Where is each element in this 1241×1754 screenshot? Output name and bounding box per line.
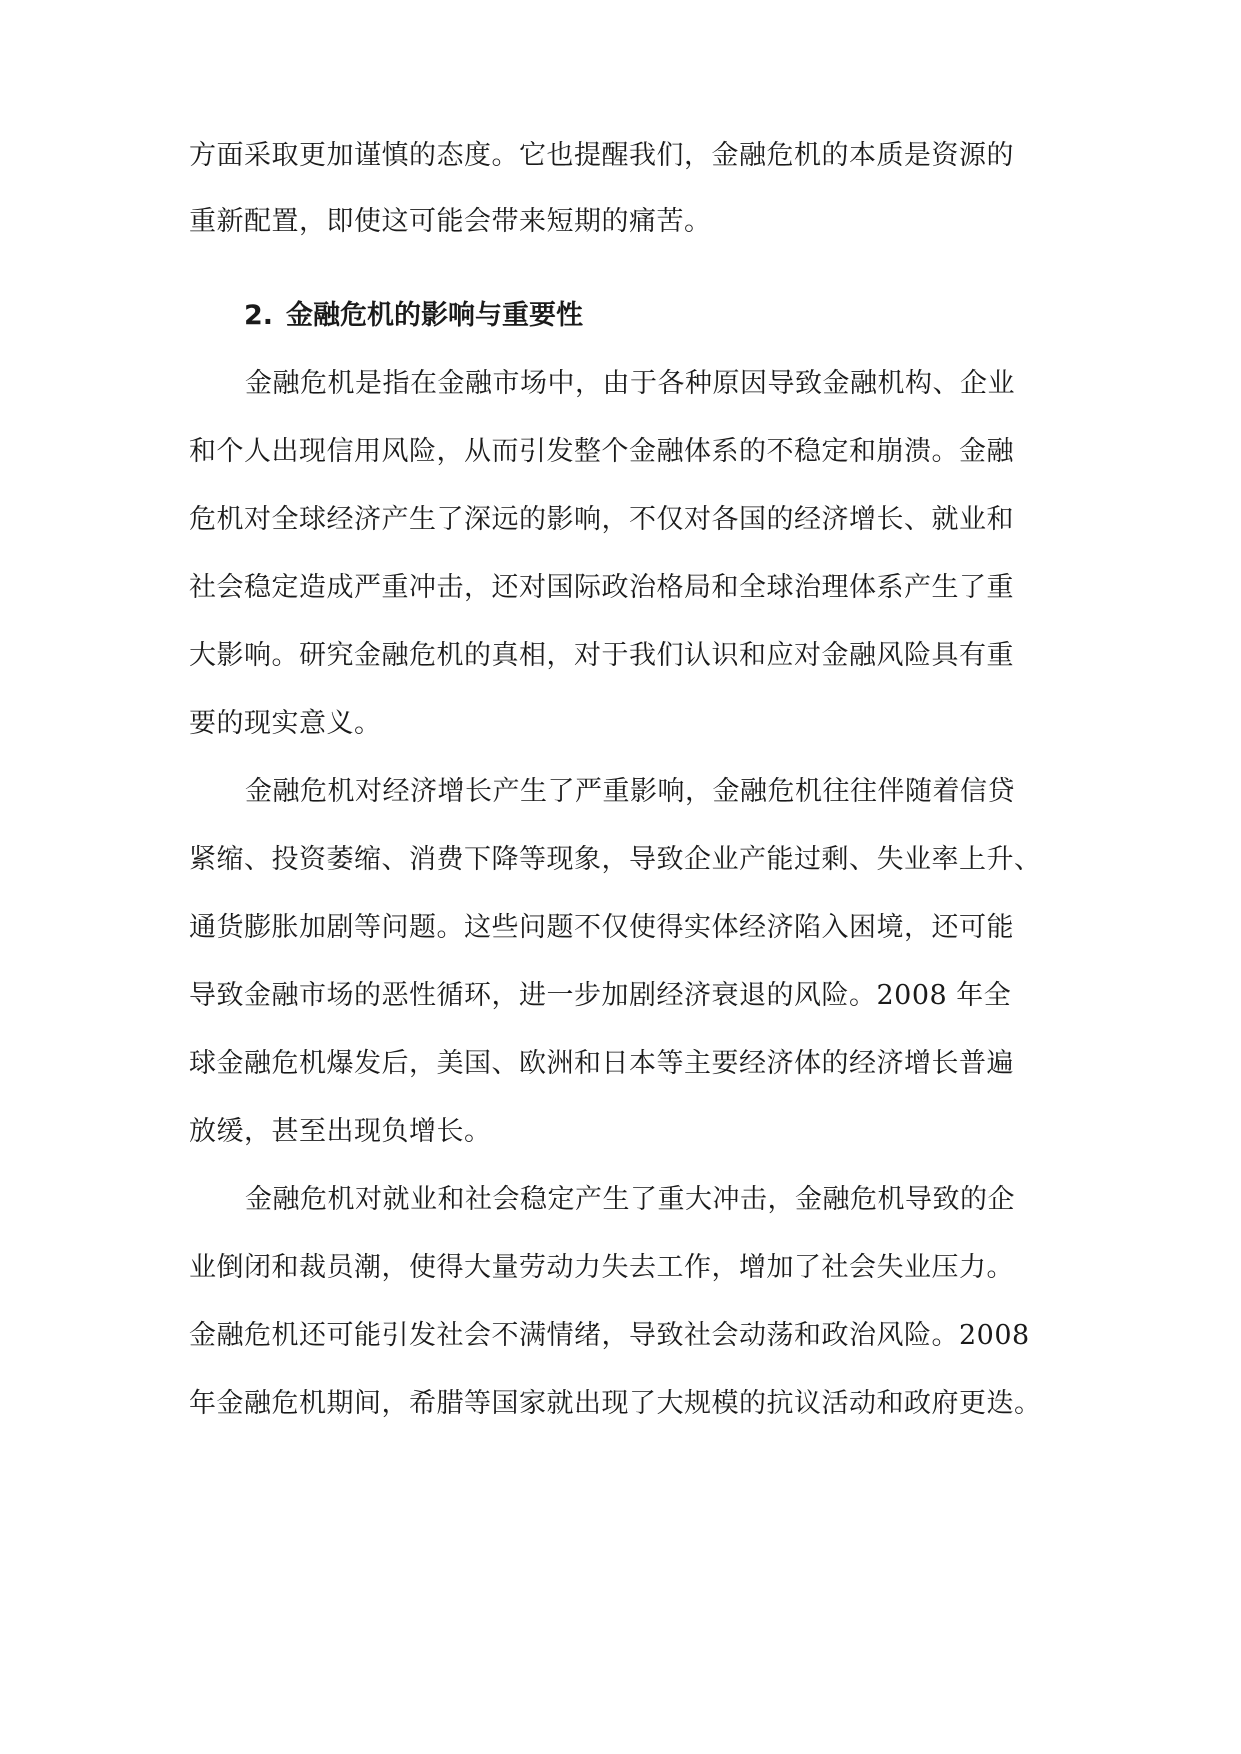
paragraph-line: 年金融危机期间，希腊等国家就出现了大规模的抗议活动和政府更迭。 xyxy=(189,1388,1042,1419)
section-title: 金融危机的影响与重要性 xyxy=(286,300,583,331)
paragraph-line: 重新配置，即使这可能会带来短期的痛苦。 xyxy=(189,206,712,237)
paragraph-line: 金融危机是指在金融市场中，由于各种原因导致金融机构、企业 xyxy=(245,368,1015,399)
paragraph-line: 金融危机还可能引发社会不满情绪，导致社会动荡和政治风险。2008 xyxy=(189,1320,1030,1351)
paragraph-line: 球金融危机爆发后，美国、欧洲和日本等主要经济体的经济增长普遍 xyxy=(189,1048,1014,1079)
paragraph-line: 业倒闭和裁员潮，使得大量劳动力失去工作，增加了社会失业压力。 xyxy=(189,1252,1014,1283)
paragraph-line: 紧缩、投资萎缩、消费下降等现象，导致企业产能过剩、失业率上升、 xyxy=(189,844,1042,875)
paragraph-line: 和个人出现信用风险，从而引发整个金融体系的不稳定和崩溃。金融 xyxy=(189,436,1014,467)
paragraph-line: 社会稳定造成严重冲击，还对国际政治格局和全球治理体系产生了重 xyxy=(189,572,1014,603)
paragraph-line: 通货膨胀加剧等问题。这些问题不仅使得实体经济陷入困境，还可能 xyxy=(189,912,1014,943)
paragraph-line: 金融危机对就业和社会稳定产生了重大冲击，金融危机导致的企 xyxy=(245,1184,1015,1215)
paragraph-line: 导致金融市场的恶性循环，进一步加剧经济衰退的风险。2008 年全 xyxy=(189,980,1012,1011)
paragraph-line: 方面采取更加谨慎的态度。它也提醒我们，金融危机的本质是资源的 xyxy=(189,140,1014,171)
paragraph-line: 金融危机对经济增长产生了严重影响，金融危机往往伴随着信贷 xyxy=(245,776,1015,807)
section-heading xyxy=(244,298,583,334)
paragraph-line: 放缓，甚至出现负增长。 xyxy=(189,1116,492,1147)
paragraph-line: 危机对全球经济产生了深远的影响，不仅对各国的经济增长、就业和 xyxy=(189,504,1014,535)
paragraph-line: 大影响。研究金融危机的真相，对于我们认识和应对金融风险具有重 xyxy=(189,640,1014,671)
paragraph-line: 要的现实意义。 xyxy=(189,708,382,739)
section-number: 2. xyxy=(244,300,274,331)
